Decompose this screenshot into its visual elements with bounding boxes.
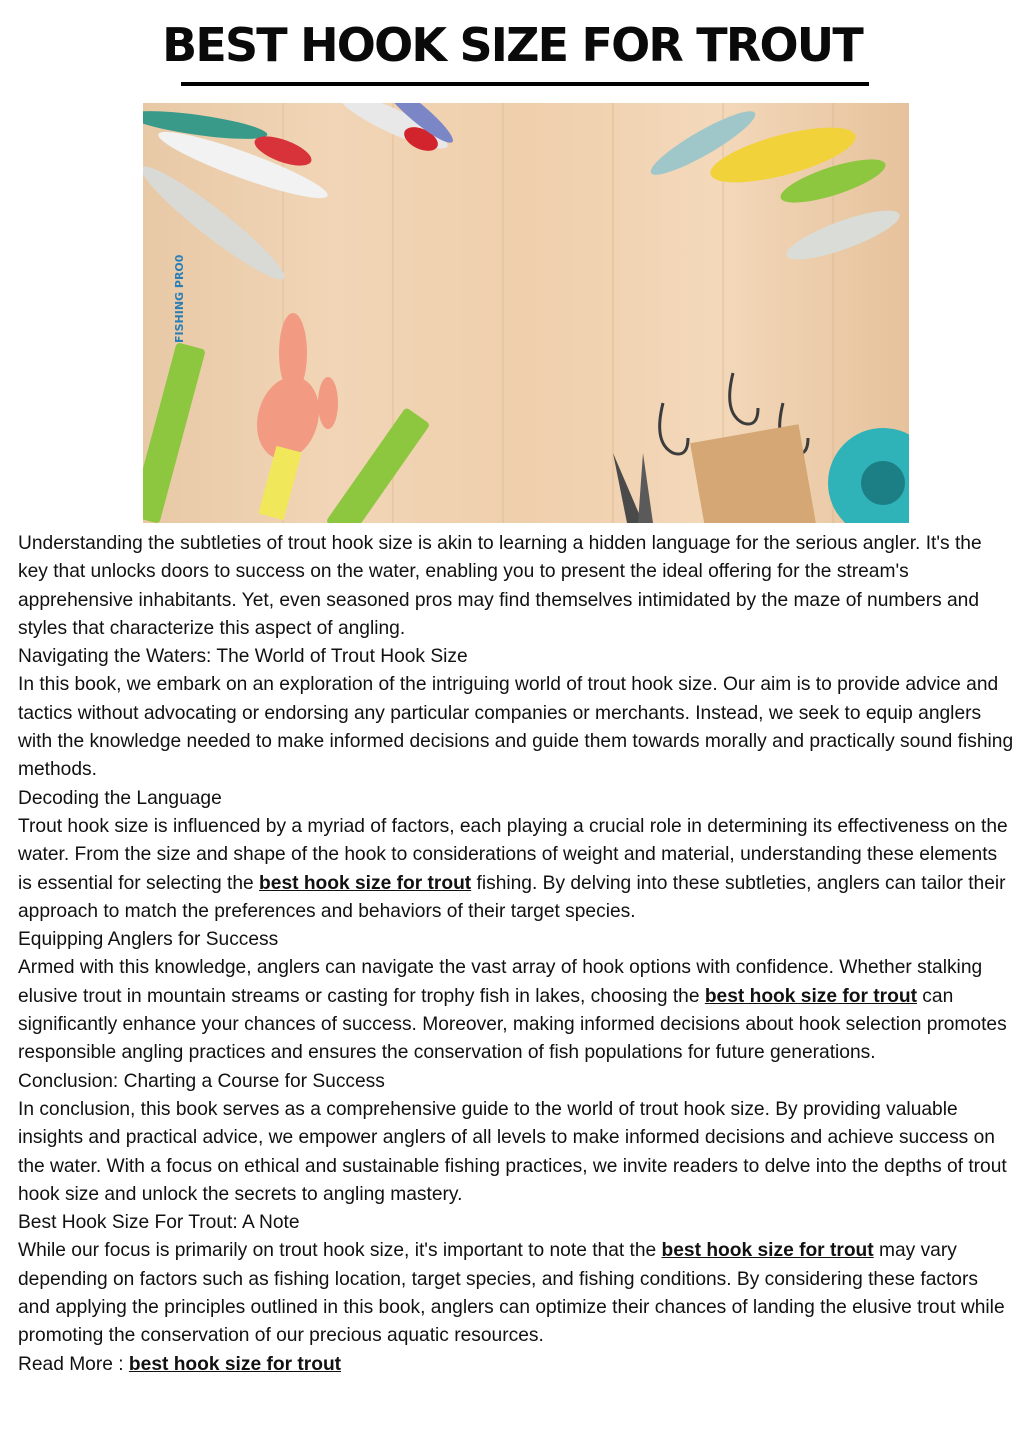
- hero-image: [143, 103, 909, 523]
- read-more-line: Read More : best hook size for trout: [18, 1353, 342, 1375]
- hero-watermark: FISHING PRO0: [173, 254, 186, 343]
- paragraph: In conclusion, this book serves as a comprehensive guide to the world of trout hook size. By providing valuable insights and practical advice, we empower anglers of all levels to make informed decisions and achieve success on the water. With a focus on ethical and sustainable fishing practices, we invite readers to delve into the depths of trout hook size and unlock the secrets to angling mastery.: [18, 1098, 1007, 1205]
- article-body: [18, 530, 1014, 1379]
- title-underline: [181, 82, 869, 86]
- read-more-link[interactable]: best hook size for trout: [128, 1353, 342, 1375]
- section-heading: Decoding the Language: [18, 787, 222, 809]
- section-heading: Navigating the Waters: The World of Trout Hook Size: [18, 646, 468, 668]
- best-hook-size-link[interactable]: best hook size for trout: [259, 872, 472, 894]
- page-title: BEST HOOK SIZE FOR TROUT: [162, 18, 862, 72]
- section-heading: Equipping Anglers for Success: [18, 929, 279, 951]
- paragraph-intro: Understanding the subtleties of trout hook size is akin to learning a hidden language for the serious angler. It's the key that unlocks doors to success on the water, enabling you to present the ideal offering for the stream's apprehensive inhabitants. Yet, even seasoned pros may find themselves intimidated by the maze of numbers and styles that characterize this aspect of angling.: [18, 533, 982, 639]
- section-heading: Best Hook Size For Trout: A Note: [18, 1212, 300, 1234]
- paragraph: Armed with this knowledge, anglers can navigate the vast array of hook options with confidence. Whether stalking elusive trout in mountain streams or casting for trophy fish in lakes, choosing the best hook size for trout can significantly enhance your chances of success. Moreover, making informed decisions about hook selection promotes responsible angling practices and ensures the conservation of fish populations for future generations.: [18, 957, 1007, 1064]
- paragraph: Trout hook size is influenced by a myriad of factors, each playing a crucial role in determining its effectiveness on the water. From the size and shape of the hook to considerations of weight and material, understanding these elements is essential for selecting the best hook size for trout fishing. By delving into these subtleties, anglers can tailor their approach to match the preferences and behaviors of their target species.: [18, 815, 1008, 922]
- best-hook-size-link[interactable]: best hook size for trout: [661, 1240, 874, 1262]
- section-heading: Conclusion: Charting a Course for Success: [18, 1070, 385, 1092]
- paragraph: In this book, we embark on an exploration of the intriguing world of trout hook size. Our aim is to provide advice and tactics without advocating or endorsing any particular companies or merchants. Instead, we seek to equip anglers with the knowledge needed to make informed decisions and guide them towards morally and practically sound fishing methods.: [18, 674, 1014, 781]
- paragraph: While our focus is primarily on trout hook size, it's important to note that the best hook size for trout may vary depending on factors such as fishing location, target species, and fishing conditions. By considering these factors and applying the principles outlined in this book, anglers can optimize their chances of landing the elusive trout while promoting the conservation of our precious aquatic resources.: [18, 1240, 1005, 1347]
- best-hook-size-link[interactable]: best hook size for trout: [704, 985, 917, 1007]
